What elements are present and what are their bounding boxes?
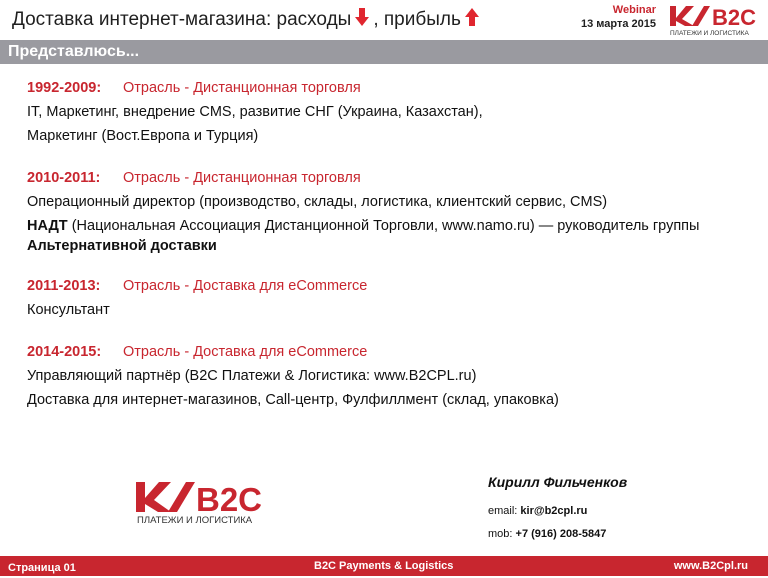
timeline-industry: Отрасль - Доставка для eCommerce	[123, 278, 368, 294]
b2c-logo-large	[134, 480, 276, 526]
logo-tagline-large: ПЛАТЕЖИ И ЛОГИСТИКА	[137, 515, 253, 526]
timeline-line: Операционный директор (производство, склады, логистика, клиентский сервис, CMS)	[27, 194, 608, 210]
slide-title	[12, 8, 483, 32]
section-title-bar: Представлюсь...	[0, 40, 768, 64]
timeline-line: Доставка для интернет-магазинов, Call-центр, Фулфиллмент (склад, упаковка)	[27, 392, 559, 408]
timeline-years: 1992-2009:	[27, 80, 102, 96]
contact-name: Кирилл Фильченков	[488, 474, 628, 490]
nadt-line	[27, 216, 747, 256]
b2c-logo-header	[668, 4, 760, 38]
timeline-line: IT, Маркетинг, внедрение CMS, развитие СНГ (Украина, Казахстан),	[27, 104, 483, 120]
timeline-entry	[27, 274, 747, 322]
nadt-abbr: НАДТ	[27, 218, 68, 234]
nadt-description: (Национальная Ассоциация Дистанционной Торговли, www.namo.ru) — руководитель группы	[67, 218, 700, 234]
timeline-entry	[27, 340, 747, 412]
timeline-line: Маркетинг (Вост.Европа и Турция)	[27, 128, 259, 144]
title-text-part1: Доставка интернет-магазина: расходы	[12, 9, 352, 30]
up-arrow-icon	[465, 8, 479, 32]
logo-mark-header: B2C	[712, 5, 757, 30]
footer-company: B2C Payments & Logistics	[314, 560, 454, 572]
slide-footer	[0, 556, 768, 576]
webinar-date: 13 марта 2015	[580, 18, 656, 30]
timeline-line: Консультант	[27, 302, 110, 318]
contact-mobile-row	[488, 523, 748, 546]
timeline-industry: Отрасль - Дистанционная торговля	[123, 80, 361, 96]
contact-email-row	[488, 500, 748, 523]
page-number: Страница 01	[8, 562, 76, 574]
footer-website-link[interactable]: www.B2Cpl.ru	[673, 560, 748, 572]
timeline-entry-header	[27, 76, 747, 100]
timeline-entry-header	[27, 166, 747, 190]
timeline-industry: Отрасль - Доставка для eCommerce	[123, 344, 368, 360]
webinar-label: Webinar	[612, 4, 656, 16]
timeline-years: 2011-2013:	[27, 278, 101, 294]
timeline-years: 2014-2015:	[27, 344, 102, 360]
title-text-part2: , прибыль	[373, 9, 461, 30]
slide-header	[0, 0, 768, 40]
timeline-entry	[27, 166, 747, 256]
timeline-entry-header	[27, 274, 747, 298]
webinar-info	[560, 3, 656, 31]
nadt-group: Альтернативной доставки	[27, 238, 217, 254]
email-link[interactable]: kir@b2cpl.ru	[520, 505, 588, 517]
timeline-entry-header	[27, 340, 747, 364]
timeline-years: 2010-2011:	[27, 170, 101, 186]
mobile-number: +7 (916) 208-5847	[515, 528, 607, 540]
timeline-entry	[27, 76, 747, 148]
timeline-industry: Отрасль - Дистанционная торговля	[123, 170, 361, 186]
logo-mark-large: B2C	[196, 481, 263, 518]
email-label: email:	[488, 505, 518, 517]
down-arrow-icon	[355, 8, 369, 32]
career-timeline	[27, 76, 747, 430]
timeline-line: Управляющий партнёр (B2C Платежи & Логистика: www.B2CPL.ru)	[27, 368, 477, 384]
mobile-label: mob:	[488, 528, 513, 540]
logo-tagline-header: ПЛАТЕЖИ И ЛОГИСТИКА	[670, 30, 749, 37]
contact-card	[488, 474, 748, 546]
